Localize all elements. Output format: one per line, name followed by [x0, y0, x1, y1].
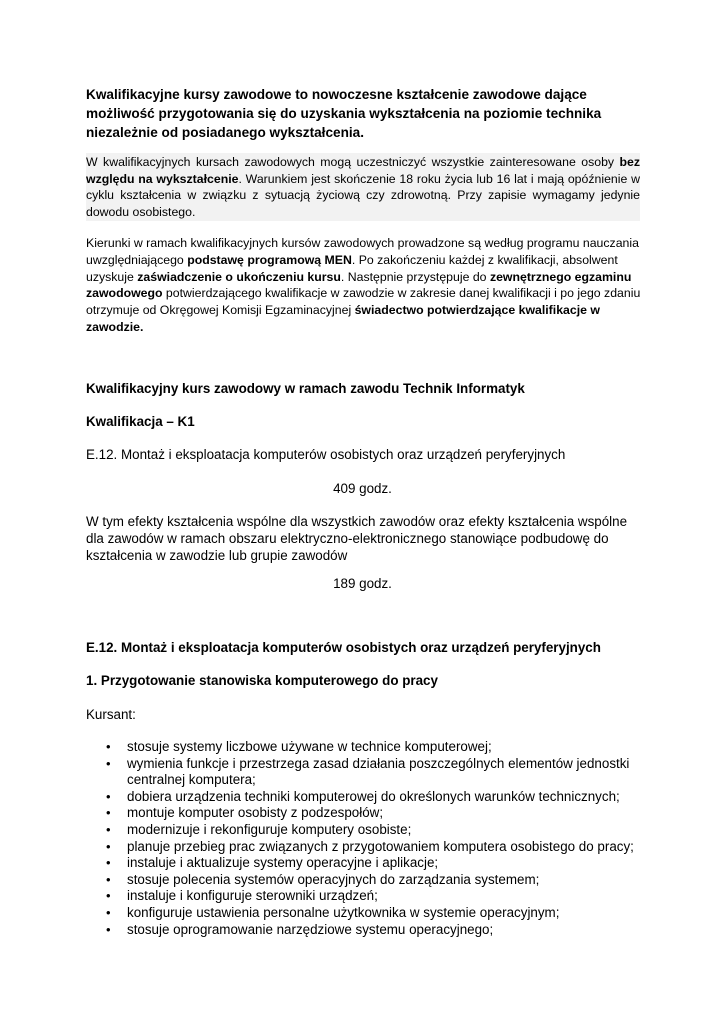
list-item: [104, 888, 649, 905]
text-run: potwierdzającego kwalifikacje w zawodzie w zakresie danej kwalifikacji i po jego zdaniu otrzymuje od Okręgowej Komisji Egzaminacyjnej: [86, 286, 641, 318]
list-item: [104, 822, 649, 839]
bullet-icon: •: [106, 888, 111, 904]
bullet-icon: •: [106, 921, 111, 937]
bullet-icon: •: [106, 904, 111, 920]
bold-run: podstawę programową MEN: [187, 252, 352, 267]
bullet-icon: •: [106, 855, 111, 871]
text-run: W kwalifikacyjnych kursach zawodowych mogą uczestniczyć wszystkie zainteresowane osoby: [86, 155, 620, 169]
participation-box: [86, 153, 640, 221]
list-item: [104, 756, 649, 789]
bullet-icon: •: [106, 838, 111, 854]
qualification-heading: Kwalifikacja – K1: [86, 414, 195, 429]
participation-paragraph: [86, 153, 640, 221]
list-item-text: konfiguruje ustawienia personalne użytkownika w systemie operacyjnym;: [127, 904, 560, 920]
common-effects-paragraph: W tym efekty kształcenia wspólne dla wszystkich zawodów oraz efekty kształcenia wspólne dla zawodów w ramach obszaru elektryczno-elektronicznego stanowiące podbudowę do kształcenia w zawodzie lub grupie zawodów: [86, 514, 628, 563]
list-item: [104, 839, 649, 856]
course-heading: Kwalifikacyjny kurs zawodowy w ramach zawodu Technik Informatyk: [86, 381, 525, 396]
bullet-icon: •: [106, 755, 111, 771]
bold-run: bez względu na wykształcenie: [86, 155, 640, 186]
bold-run: zaświadczenie o ukończeniu kursu: [137, 269, 341, 284]
qualification-name: E.12. Montaż i eksploatacja komputerów osobistych oraz urządzeń peryferyjnych: [86, 447, 566, 462]
bullet-icon: •: [106, 821, 111, 837]
section-heading: E.12. Montaż i eksploatacja komputerów osobistych oraz urządzeń peryferyjnych: [86, 640, 601, 655]
list-item-text: instaluje i aktualizuje systemy operacyjne i aplikacje;: [127, 855, 439, 871]
list-item-text: stosuje polecenia systemów operacyjnych do zarządzania systemem;: [127, 871, 540, 887]
section-subheading: 1. Przygotowanie stanowiska komputerowego do pracy: [86, 673, 438, 688]
list-item: [104, 922, 649, 939]
hours-total: 409 godz.: [333, 481, 392, 496]
bullet-icon: •: [106, 805, 111, 821]
text-run: . Po zakończeniu każdej z kwalifikacji, absolwent uzyskuje: [86, 252, 618, 284]
text-run: Kierunki w ramach kwalifikacyjnych kursów zawodowych prowadzone są według programu nauczania uwzględniającego: [86, 236, 639, 267]
list-item: [104, 789, 649, 806]
program-paragraph: [86, 235, 646, 336]
list-item-text: modernizuje i rekonfiguruje komputery osobiste;: [127, 821, 412, 837]
text-run: . Następnie przystępuje do: [340, 269, 490, 284]
bold-run: świadectwo potwierdzające kwalifikacje w zawodzie.: [86, 303, 600, 334]
list-item: [104, 805, 649, 822]
list-item-text: montuje komputer osobisty z podzespołów;: [127, 805, 384, 821]
outcomes-list: [104, 739, 649, 938]
list-item-text: planuje przebieg prac związanych z przygotowaniem komputera osobistego do pracy;: [127, 838, 634, 854]
text-run: . Warunkiem jest skończenie 18 roku życia lub 16 lat i mają opóźnienie w cyklu kształcenia w związku z sytuacją życiową czy zdrowotną. Przy zapisie wymagamy jedynie dowodu osobistego.: [86, 171, 640, 220]
list-item-text: stosuje systemy liczbowe używane w technice komputerowej;: [127, 739, 492, 754]
list-item-text: wymienia funkcje i przestrzega zasad działania poszczególnych elementów jednostki centralnej komputera;: [127, 755, 630, 788]
list-item-text: stosuje oprogramowanie narzędziowe systemu operacyjnego;: [127, 921, 494, 937]
list-item-text: dobiera urządzenia techniki komputerowej do określonych warunków technicznych;: [127, 788, 620, 804]
intro-title: Kwalifikacyjne kursy zawodowe to nowoczesne kształcenie zawodowe dające możliwość przygotowania się do uzyskania wykształcenia na poziomie technika niezależnie od posiadanego wykształcenia.: [86, 87, 602, 140]
list-item: [104, 905, 649, 922]
hours-common: 189 godz.: [333, 576, 392, 591]
list-item: [104, 872, 649, 889]
list-item-text: instaluje i konfiguruje sterowniki urządzeń;: [127, 888, 378, 904]
bullet-icon: •: [106, 871, 111, 887]
list-item: [104, 855, 649, 872]
bold-run: zewnętrznego egzaminu zawodowego: [86, 269, 632, 301]
bullet-icon: •: [106, 788, 111, 804]
list-item: [104, 739, 649, 756]
kursant-label: Kursant:: [86, 707, 136, 722]
bullet-icon: •: [106, 739, 111, 754]
